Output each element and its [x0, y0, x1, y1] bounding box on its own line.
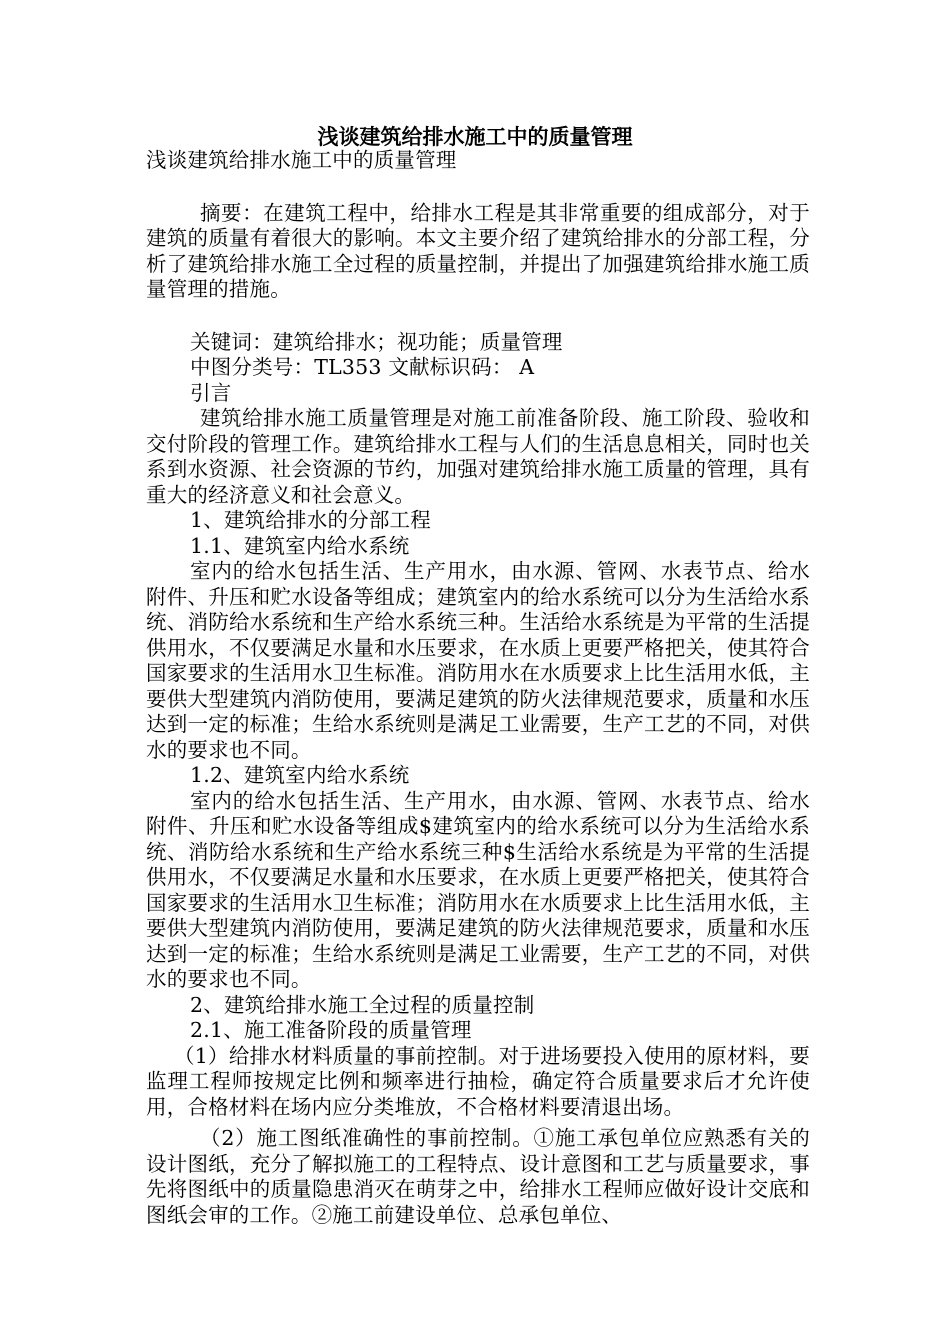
document-title: 浅谈建筑给排水施工中的质量管理: [317, 125, 633, 149]
spacer: [146, 174, 810, 201]
document-subtitle: 浅谈建筑给排水施工中的质量管理: [146, 148, 457, 172]
section-2-1-heading: 2.1、施工准备阶段的质量管理: [190, 1018, 472, 1042]
section-1-heading: 1、建筑给排水的分部工程: [190, 508, 431, 532]
section-2-1-paragraph-2: （2）施工图纸准确性的事前控制。①施工承包单位应熟悉有关的设计图纸，充分了解拟施工的工程特点、设计意图和工艺与质量要求，事先将图纸中的质量隐患消灭在萌芽之中，给排水工程师应做好设计交底和图纸会审的工作。②施工前建设单位、总承包单位、: [146, 1126, 810, 1227]
intro-heading: 引言: [190, 380, 232, 405]
intro-paragraph: 建筑给排水施工质量管理是对施工前准备阶段、施工阶段、验收和交付阶段的管理工作。建筑给排水工程与人们的生活息息相关，同时也关系到水资源、社会资源的节约，加强对建筑给排水施工质量的管理，具有重大的经济意义和社会意义。: [146, 406, 810, 507]
section-2-1-paragraph-1: （1）给排水材料质量的事前控制。对于进场要投入使用的原材料，要监理工程师按规定比例和频率进行抽检，确定符合质量要求后才允许使用，合格材料在场内应分类堆放，不合格材料要清退出场。: [146, 1043, 810, 1119]
document-body: [146, 148, 810, 1228]
section-1-2-heading: 1.2、建筑室内给水系统: [190, 763, 410, 787]
section-2-heading: 2、建筑给排水施工全过程的质量控制: [190, 992, 535, 1017]
classification-line: 中图分类号：TL353 文献标识码： A: [190, 355, 535, 379]
spacer: [146, 303, 810, 330]
keywords-line: 关键词：建筑给排水；视功能；质量管理: [190, 329, 563, 354]
abstract-paragraph: 摘要：在建筑工程中，给排水工程是其非常重要的组成部分，对于建筑的质量有着很大的影响。本文主要介绍了建筑给排水的分部工程，分析了建筑给排水施工全过程的质量控制，并提出了加强建筑给排水施工质量管理的措施。: [146, 200, 810, 301]
section-1-1-paragraph: 室内的给水包括生活、生产用水，由水源、管网、水表节点、给水附件、升压和贮水设备等组成；建筑室内的给水系统可以分为生活给水系统、消防给水系统和生产给水系统三种。生活给水系统是为平常的生活提供用水，不仅要满足水量和水压要求，在水质上更要严格把关，使其符合国家要求的生活用水卫生标准。消防用水在水质要求上比生活用水低，主要供大型建筑内消防使用，要满足建筑的防火法律规范要求，质量和水压达到一定的标准；生给水系统则是满足工业需要，生产工艺的不同，对供水的要求也不同。: [146, 559, 810, 762]
section-1-2-paragraph: 室内的给水包括生活、生产用水，由水源、管网、水表节点、给水附件、升压和贮水设备等组成$建筑室内的给水系统可以分为生活给水系统、消防给水系统和生产给水系统三种$生活给水系统是为平常的生活提供用水，不仅要满足水量和水压要求，在水质上更要严格把关，使其符合国家要求的生活用水卫生标准；消防用水在水质要求上比生活用水低，主要供大型建筑内消防使用，要满足建筑的防火法律规范要求，质量和水压达到一定的标准；生给水系统则是满足工业需要，生产工艺的不同，对供水的要求也不同。: [146, 788, 810, 991]
section-1-1-heading: 1.1、建筑室内给水系统: [190, 533, 410, 558]
